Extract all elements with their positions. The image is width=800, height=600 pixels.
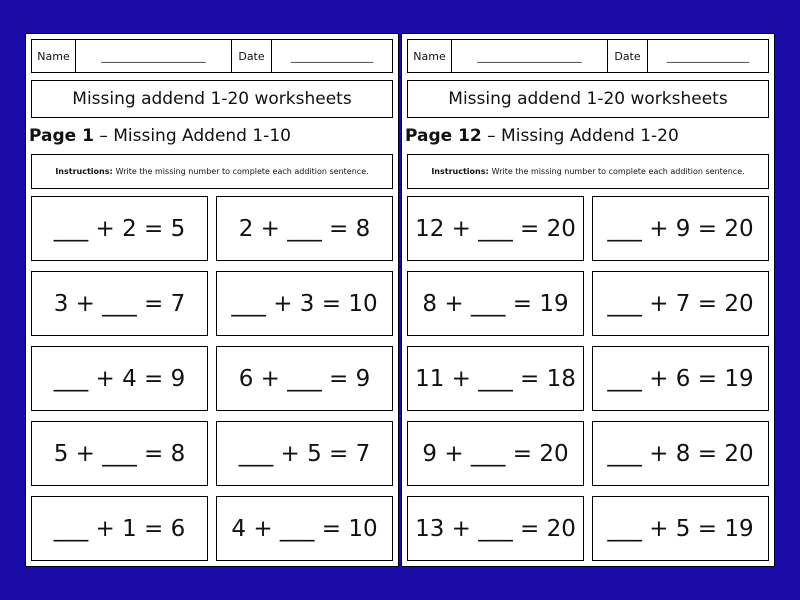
page-heading (29, 126, 291, 146)
worksheet-title: Missing addend 1-20 worksheets (31, 80, 393, 118)
problem-box: 12 + ___ = 20 (407, 196, 584, 261)
problem-box: 9 + ___ = 20 (407, 421, 584, 486)
name-label: Name (32, 40, 76, 72)
name-date-row (31, 39, 393, 73)
problem-grid (31, 196, 397, 561)
page-subtitle: – Missing Addend 1-10 (93, 126, 291, 146)
instructions-box (31, 154, 393, 189)
name-date-row (407, 39, 769, 73)
problem-box: 2 + ___ = 8 (216, 196, 393, 261)
page-subtitle: – Missing Addend 1-20 (481, 126, 679, 146)
name-blank: ___________________ (76, 40, 232, 72)
date-label: Date (608, 40, 648, 72)
date-blank: _______________ (666, 49, 750, 63)
date-label: Date (232, 40, 272, 72)
problem-grid (407, 196, 773, 561)
problem-box: 11 + ___ = 18 (407, 346, 584, 411)
instructions-label: Instructions: (55, 167, 113, 176)
page-heading (405, 126, 679, 146)
instructions-label: Instructions: (431, 167, 489, 176)
instructions-text: Write the missing number to complete each addition sentence. (115, 167, 369, 176)
worksheet-title: Missing addend 1-20 worksheets (407, 80, 769, 118)
problem-box: 3 + ___ = 7 (31, 271, 208, 336)
problem-box: ___ + 4 = 9 (31, 346, 208, 411)
problem-box: 5 + ___ = 8 (31, 421, 208, 486)
instructions-text: Write the missing number to complete each addition sentence. (491, 167, 745, 176)
problem-box: 13 + ___ = 20 (407, 496, 584, 561)
problem-box: ___ + 5 = 7 (216, 421, 393, 486)
problem-box: 6 + ___ = 9 (216, 346, 393, 411)
problem-box: ___ + 9 = 20 (592, 196, 769, 261)
instructions-box (407, 154, 769, 189)
problem-box: ___ + 3 = 10 (216, 271, 393, 336)
problem-box: 8 + ___ = 19 (407, 271, 584, 336)
problem-box: ___ + 7 = 20 (592, 271, 769, 336)
page-number: Page 1 (29, 126, 94, 146)
name-blank: ___________________ (452, 40, 608, 72)
worksheet-page-1 (25, 33, 399, 567)
problem-box: ___ + 1 = 6 (31, 496, 208, 561)
problem-box: ___ + 2 = 5 (31, 196, 208, 261)
problem-box: 4 + ___ = 10 (216, 496, 393, 561)
worksheet-page-12 (401, 33, 775, 567)
date-blank: _______________ (290, 49, 374, 63)
problem-box: ___ + 8 = 20 (592, 421, 769, 486)
problem-box: ___ + 6 = 19 (592, 346, 769, 411)
problem-box: ___ + 5 = 19 (592, 496, 769, 561)
page-number: Page 12 (405, 126, 482, 146)
name-label: Name (408, 40, 452, 72)
